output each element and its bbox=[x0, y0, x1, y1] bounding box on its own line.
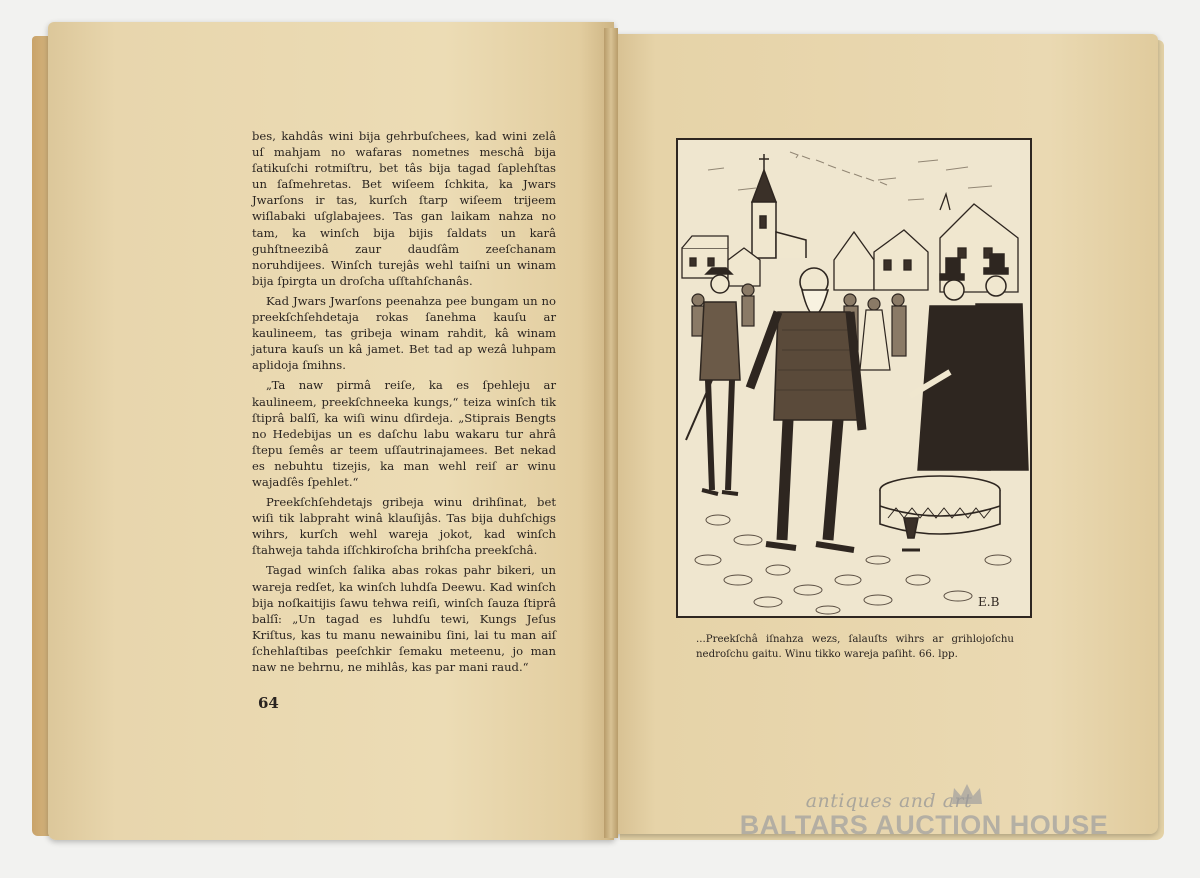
left-page-text bbox=[252, 128, 556, 679]
watermark-tagline: antiques and art bbox=[805, 790, 973, 812]
watermark bbox=[724, 790, 1124, 841]
illustration-signature: E.B bbox=[978, 595, 1000, 609]
paragraph: Tagad winſch ſalika abas rokas pahr bikeri, un wareja redſet, ka winſch luhdſa Deewu. Kad winſch bija noſkaitijis ſawu tehwa reiſi, winſch ſauza ſtiprâ balſî: „Un tagad es luhdſu tewi, Kungs Jeſus Kriſtus, kas tu manu newainibu ſini, lai tu man aiſ ſchehlaſtibas peeſchkir ſemaku meteenu, jo man naw ne behrnu, ne mihlâs, kas par mani raud.“ bbox=[252, 563, 556, 674]
paragraph: „Ta naw pirmâ reiſe, ka es ſpehleju ar kaulineem, preekſchneeka kungs,“ teiza winſch tik ſtiprâ balſî, ka wiſi winu dſirdeja. „Stiprais Bengts no Hedebijas un es daſchu labu wakaru tur ahrâ ſtepu ſemês ar teem uſſautrinajamees. Bet nekad es nebuhtu tizejis, ka man wehl reiſ ar winu wajadſês ſpehlet.“ bbox=[252, 378, 556, 489]
page-number: 64 bbox=[258, 694, 279, 712]
watermark-brand: BALTARS AUCTION HOUSE bbox=[739, 810, 1109, 840]
paragraph: bes, kahdâs wini bija gehrbuſchees, kad wini zelâ uſ mahjam no wafaras nometnes meschâ bija ſatikuſchi rotmiſtru, bet tâs bija tagad ſaplehſtas un ſaſmehretas. Bet wiſeem ſchkita, ka Jwars Jwarſons ir tas, kurſch ſtarp wiſeem trijeem wiſlabaki uſglabajees. Tas gan laikam nahza no tam, ka winſch bija bijis ſaldats un karâ guhſtneezibâ zaur daudſâm zeeſchanam noruhdijees. Winſch turejâs wehl taiſni un winam bija ſpirgta un droſcha uſſtahſchanâs. bbox=[252, 129, 556, 288]
illustration-caption: ...Preekſchâ iſnahza wezs, ſalauſts wihrs ar grihlojoſchu nedroſchu gaitu. Winu tikko wareja paſiht. 66. lpp. bbox=[696, 634, 1014, 660]
paragraph: Preekſchſehdetajs gribeja winu drihſinat, bet wiſi tik labpraht winâ klauſijâs. Tas bija duhſchigs wihrs, kurſch wehl wareja jokot, kad winſch ſtahweja tahda iſſchkiroſcha brihſcha preekſchâ. bbox=[252, 495, 556, 558]
paragraph: Kad Jwars Jwarſons peenahza pee bungam un no preekſchſehdetaja rokas ſanehma kauſu ar kaulineem, tas gribeja winam rahdit, kâ winam jatura kauſs un kâ jamet. Bet tad ap wezâ luhpam aplidoja ſmihns. bbox=[252, 293, 556, 373]
book-spine bbox=[604, 28, 618, 838]
illustration bbox=[676, 138, 1032, 618]
illustration-drawing bbox=[678, 140, 1030, 616]
